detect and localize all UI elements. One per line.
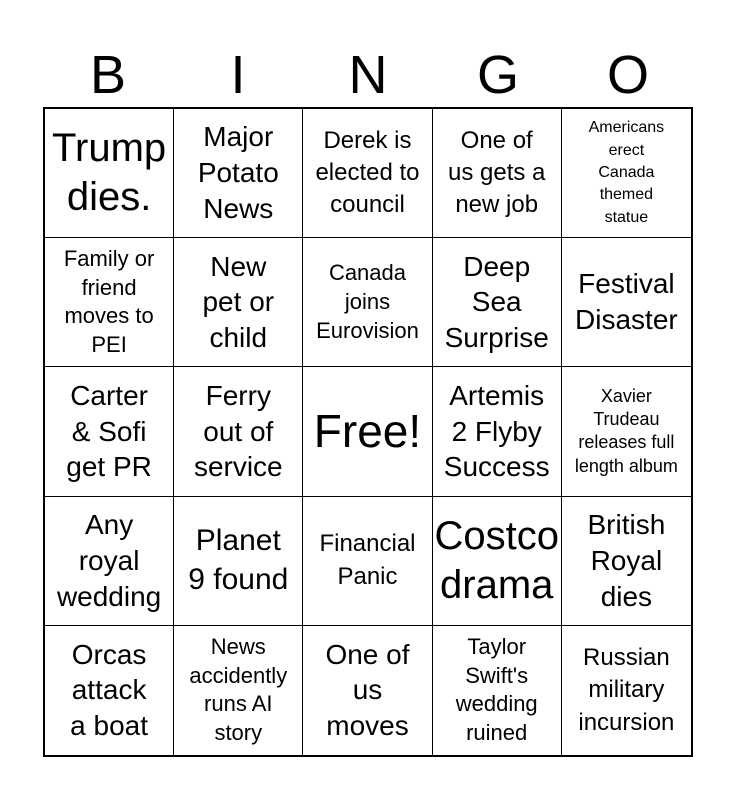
bingo-cell-r5c4[interactable]: Taylor Swift's wedding ruined <box>433 626 562 755</box>
bingo-cell-r5c5[interactable]: Russian military incursion <box>578 643 675 736</box>
free-space-cell[interactable]: Free! <box>303 367 432 496</box>
bingo-cell-r2c5[interactable]: Festival Disaster <box>562 238 691 367</box>
header-letter-b: B <box>89 45 127 105</box>
bingo-cell-r1c2[interactable]: Major Potato News <box>174 109 303 238</box>
bingo-cell-r2c2[interactable]: New pet or child <box>174 238 303 367</box>
bingo-cell-r2c1[interactable]: Family or friend moves to PEI <box>45 238 174 367</box>
header-letter-i: I <box>230 45 246 105</box>
bingo-cell-r1c3[interactable]: Derek is elected to council <box>303 109 432 238</box>
bingo-cell-r3c1[interactable]: Carter & Sofi get PR <box>45 367 174 496</box>
bingo-header <box>43 44 693 106</box>
bingo-cell-r4c1[interactable]: Any royal wedding <box>45 497 174 626</box>
bingo-cell-r3c5[interactable]: Xavier Trudeau releases full length album <box>562 367 691 496</box>
header-letter-g: G <box>476 45 519 105</box>
header-letter-n: N <box>348 45 388 105</box>
bingo-cell-r1c1[interactable]: Trump dies. <box>45 109 174 238</box>
bingo-cell-r4c2[interactable]: Planet 9 found <box>174 497 303 626</box>
bingo-cell-r1c4[interactable]: One of us gets a new job <box>433 109 562 238</box>
bingo-cell-r5c3[interactable]: One of us moves <box>303 626 432 755</box>
bingo-cell-r3c4[interactable]: Artemis 2 Flyby Success <box>433 367 562 496</box>
bingo-cell-r4c4[interactable]: Costco drama <box>433 497 562 626</box>
bingo-grid <box>43 107 693 757</box>
bingo-cell-r4c5[interactable]: British Royal dies <box>562 497 691 626</box>
bingo-cell-r5c1[interactable]: Orcas attack a boat <box>45 626 174 755</box>
header-letter-o: O <box>606 45 649 105</box>
bingo-cell-r2c4[interactable]: Deep Sea Surprise <box>433 238 562 367</box>
bingo-cell-r5c2[interactable]: News accidently runs AI story <box>174 626 303 755</box>
bingo-cell-r4c3[interactable]: Financial Panic <box>303 497 432 626</box>
bingo-cell-r1c5[interactable]: Americans erect Canada themed statue <box>562 109 691 238</box>
bingo-cell-r3c2[interactable]: Ferry out of service <box>174 367 303 496</box>
bingo-cell-r2c3[interactable]: Canada joins Eurovision <box>303 238 432 367</box>
